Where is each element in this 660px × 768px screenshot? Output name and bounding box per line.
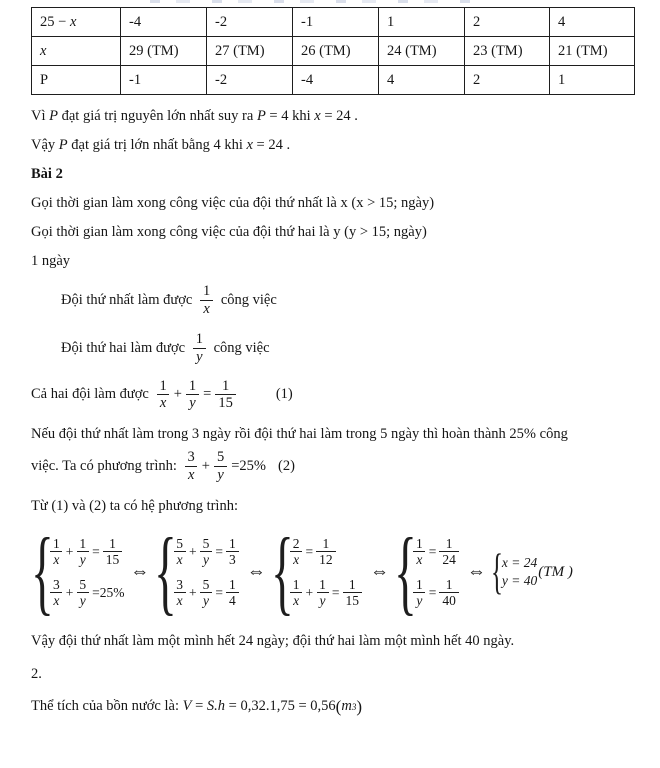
numerator: 1 bbox=[445, 535, 453, 551]
assumption-y-line: Gọi thời gian làm xong công việc của đội thứ hai là y (y > 15; ngày) bbox=[31, 224, 427, 240]
fraction bbox=[226, 577, 239, 609]
denominator: x bbox=[50, 551, 62, 568]
equals-sign: = bbox=[331, 584, 340, 600]
denominator: x bbox=[185, 466, 197, 484]
iff-arrow-icon: ⇔ bbox=[130, 561, 150, 583]
table-cell: 1 bbox=[379, 8, 465, 37]
fraction-5-over-y bbox=[214, 449, 227, 483]
plus-operator: + bbox=[65, 543, 74, 559]
numerator: 1 bbox=[319, 576, 326, 592]
fraction-1-over-y bbox=[186, 378, 199, 412]
system-2-row-2 bbox=[170, 577, 242, 609]
fraction bbox=[343, 577, 363, 609]
table-cell: 2 bbox=[465, 8, 550, 37]
denominator: y bbox=[77, 592, 89, 609]
row-label-var: x bbox=[40, 42, 47, 59]
item-2-label: 2. bbox=[31, 665, 42, 682]
table-cell: 29 (TM) bbox=[121, 37, 207, 66]
fraction-3-over-x bbox=[185, 449, 198, 483]
table-cell: 27 (TM) bbox=[207, 37, 293, 66]
system-2 bbox=[154, 518, 242, 625]
denominator: 40 bbox=[439, 592, 459, 609]
numerator: 3 bbox=[187, 449, 195, 466]
volume-line: Thể tích của bồn nước là: V = S.h = 0,32.1,75 = 0,56 ( m 3 ) bbox=[31, 696, 362, 716]
denominator: 3 bbox=[226, 551, 239, 568]
team1-rate-line bbox=[61, 283, 634, 317]
plus-operator: + bbox=[189, 543, 197, 559]
scenario-equation-line bbox=[31, 449, 634, 483]
table-header-cell bbox=[32, 66, 121, 95]
system-2-row-1 bbox=[170, 536, 242, 568]
var-x: x bbox=[246, 137, 253, 153]
numerator: 5 bbox=[176, 535, 183, 551]
denominator: y bbox=[214, 466, 226, 484]
conclusion-max-line bbox=[31, 106, 634, 126]
text: đạt giá trị lớn nhất bằng 4 khi bbox=[67, 137, 247, 153]
numerator: 1 bbox=[348, 576, 356, 592]
fraction bbox=[316, 536, 336, 568]
text: đạt giá trị nguyên lớn nhất suy ra bbox=[57, 108, 257, 124]
text: công việc bbox=[217, 291, 277, 308]
row-label: 25 − bbox=[40, 13, 70, 30]
equals-sign: = bbox=[92, 584, 100, 600]
plus-operator: + bbox=[201, 457, 210, 474]
system-4 bbox=[394, 518, 462, 625]
numerator: 2 bbox=[292, 535, 300, 551]
clipped-previous-line-artifact bbox=[150, 0, 480, 3]
numerator: 1 bbox=[202, 283, 211, 299]
text: Vậy bbox=[31, 137, 59, 153]
equals-sign: = bbox=[203, 386, 212, 403]
table-cell: 21 (TM) bbox=[550, 37, 635, 66]
table-header-cell bbox=[32, 37, 121, 66]
system-1 bbox=[31, 518, 125, 625]
one-day-label: 1 ngày bbox=[31, 253, 71, 269]
fraction-1-over-y bbox=[193, 331, 206, 365]
fraction bbox=[226, 536, 239, 568]
left-brace: { bbox=[31, 518, 54, 625]
fraction bbox=[76, 577, 89, 609]
table-cell: -1 bbox=[293, 8, 379, 37]
table-cell: 4 bbox=[550, 8, 635, 37]
numerator: 1 bbox=[159, 377, 167, 394]
equals-sign: = bbox=[215, 543, 223, 559]
system-3 bbox=[270, 518, 365, 625]
denominator: x bbox=[157, 394, 169, 412]
table-cell: -2 bbox=[207, 66, 293, 95]
var-v: V bbox=[182, 698, 192, 715]
left-brace: { bbox=[490, 543, 503, 600]
table-cell: 2 bbox=[465, 66, 550, 95]
text: Đội thứ nhất làm được bbox=[61, 291, 196, 308]
text: Vì bbox=[31, 108, 50, 124]
system-3-row-1 bbox=[287, 536, 365, 568]
denominator: 4 bbox=[226, 592, 239, 609]
equation-label-2: (2) bbox=[278, 457, 295, 474]
equals-sign: = bbox=[231, 457, 240, 474]
text: Đội thứ hai làm được bbox=[61, 340, 189, 357]
numerator: 5 bbox=[216, 449, 225, 466]
table-cell: -4 bbox=[121, 8, 207, 37]
table-cell: 26 (TM) bbox=[293, 37, 379, 66]
numerator: 1 bbox=[79, 535, 87, 551]
conclusion-days-line: Vậy đội thứ nhất làm một mình hết 24 ngày; đội thứ hai làm một mình hết 40 ngày. bbox=[31, 632, 515, 649]
equation-system-chain bbox=[31, 518, 634, 625]
fraction-1-over-x bbox=[156, 378, 169, 412]
numerator: 3 bbox=[53, 576, 60, 592]
team2-rate-line bbox=[61, 331, 634, 365]
fraction bbox=[439, 577, 459, 609]
left-brace: { bbox=[394, 518, 417, 625]
denominator: x bbox=[174, 551, 186, 568]
table-row-p bbox=[32, 66, 635, 95]
fraction-1-over-x bbox=[200, 283, 213, 317]
table-cell: 1 bbox=[550, 66, 635, 95]
row-label-var: P bbox=[40, 71, 49, 88]
numerator: 1 bbox=[195, 331, 203, 348]
numerator: 1 bbox=[53, 535, 60, 551]
equals-sign: = bbox=[92, 543, 100, 559]
text: = 4 khi bbox=[265, 108, 315, 124]
section-heading-bai-2: Bài 2 bbox=[31, 166, 63, 182]
combined-rate-equation bbox=[31, 378, 634, 412]
numerator: 1 bbox=[109, 535, 116, 551]
denominator: 15 bbox=[215, 394, 236, 412]
row-label-var: x bbox=[69, 13, 77, 30]
table-cell: -1 bbox=[121, 66, 207, 95]
denominator: y bbox=[200, 592, 212, 609]
solution-x: x = 24 bbox=[501, 555, 538, 571]
text: Cả hai đội làm được bbox=[31, 386, 153, 403]
right-paren: ) bbox=[356, 696, 362, 716]
var-p: P bbox=[49, 108, 58, 124]
table-cell: -2 bbox=[207, 8, 293, 37]
denominator: x bbox=[290, 551, 302, 568]
percent-value: 25% bbox=[99, 584, 125, 600]
fraction bbox=[316, 577, 329, 609]
system-4-row-1 bbox=[410, 536, 462, 568]
left-brace: { bbox=[154, 518, 178, 625]
plus-operator: + bbox=[173, 386, 182, 403]
numerator: 1 bbox=[229, 576, 236, 592]
numerator: 1 bbox=[221, 377, 230, 394]
var-p: P bbox=[256, 108, 266, 124]
equals-sign: = bbox=[215, 584, 223, 600]
text: Thể tích của bồn nước là: bbox=[31, 698, 183, 715]
unit-m: m bbox=[341, 698, 352, 715]
denominator: y bbox=[186, 394, 198, 412]
system-3-row-2 bbox=[287, 577, 365, 609]
var-x: x bbox=[314, 108, 321, 124]
denominator: y bbox=[317, 592, 329, 609]
plus-operator: + bbox=[65, 584, 74, 600]
var-p: P bbox=[58, 137, 68, 153]
iff-arrow-icon: ⇔ bbox=[246, 561, 266, 583]
left-brace: { bbox=[270, 518, 294, 625]
assumption-x-line: Gọi thời gian làm xong công việc của đội thứ nhất là x (x > 15; ngày) bbox=[31, 195, 435, 211]
system-4-row-2 bbox=[410, 577, 462, 609]
denominator: x bbox=[200, 300, 212, 318]
denominator: 15 bbox=[343, 592, 363, 609]
conclusion-value-line bbox=[31, 135, 634, 155]
fraction bbox=[200, 577, 213, 609]
system-1-row-2 bbox=[47, 577, 125, 609]
denominator: 15 bbox=[103, 551, 123, 568]
equals-sign: = bbox=[428, 584, 437, 600]
numerator: 1 bbox=[292, 576, 300, 592]
numerator: 5 bbox=[202, 535, 210, 551]
numerator: 1 bbox=[416, 576, 423, 592]
denominator: y bbox=[193, 348, 205, 366]
table-cell: 4 bbox=[379, 66, 465, 95]
fraction bbox=[103, 536, 123, 568]
value-table bbox=[31, 7, 635, 95]
denominator: y bbox=[77, 551, 89, 568]
denominator: x bbox=[174, 592, 186, 609]
numerator: 5 bbox=[202, 576, 210, 592]
equals-sign: = bbox=[305, 543, 314, 559]
table-row-25-minus-x bbox=[32, 8, 635, 37]
table-row-x bbox=[32, 37, 635, 66]
text: = 24 . bbox=[320, 108, 358, 124]
denominator: x bbox=[413, 551, 425, 568]
fraction bbox=[200, 536, 213, 568]
left-paren: ( bbox=[335, 696, 342, 716]
tm-note: (TM ) bbox=[538, 563, 573, 580]
denominator: y bbox=[413, 592, 425, 609]
iff-arrow-icon: ⇔ bbox=[370, 561, 389, 583]
text: = 24 . bbox=[252, 137, 291, 153]
numerator: 1 bbox=[188, 377, 197, 394]
table-cell: 24 (TM) bbox=[379, 37, 465, 66]
solution-y: y = 40 bbox=[501, 573, 538, 589]
numerator: 3 bbox=[176, 576, 183, 592]
text: công việc bbox=[209, 340, 270, 357]
denominator: 12 bbox=[316, 551, 336, 568]
table-cell: -4 bbox=[293, 66, 379, 95]
numerator: 1 bbox=[445, 576, 453, 592]
numerator: 5 bbox=[79, 576, 87, 592]
scenario-text-line1: Nếu đội thứ nhất làm trong 3 ngày rồi đội thứ hai làm trong 5 ngày thì hoàn thành 25% công bbox=[31, 426, 568, 443]
table-cell: 23 (TM) bbox=[465, 37, 550, 66]
denominator: x bbox=[290, 592, 302, 609]
equals-sign: = bbox=[191, 698, 207, 715]
denominator: x bbox=[50, 592, 62, 609]
denominator: 24 bbox=[439, 551, 459, 568]
equation-label-1: (1) bbox=[275, 386, 293, 403]
fraction-1-over-15 bbox=[215, 378, 236, 412]
equals-sign: = bbox=[428, 543, 437, 559]
numerator: 1 bbox=[416, 535, 423, 551]
fraction bbox=[76, 536, 89, 568]
fraction bbox=[439, 536, 459, 568]
plus-operator: + bbox=[305, 584, 314, 600]
from-1-2-line: Từ (1) và (2) ta có hệ phương trình: bbox=[31, 498, 238, 515]
iff-arrow-icon: ⇔ bbox=[466, 561, 486, 583]
numerator: 1 bbox=[229, 535, 236, 551]
system-1-row-1 bbox=[47, 536, 125, 568]
percent-value: 25% bbox=[239, 457, 267, 474]
text: việc. Ta có phương trình: bbox=[31, 457, 181, 474]
value-text: = 0,32.1,75 = 0,56 bbox=[225, 698, 336, 715]
table-header-cell bbox=[32, 8, 121, 37]
numerator: 1 bbox=[322, 535, 330, 551]
var-sh: S.h bbox=[206, 698, 226, 715]
plus-operator: + bbox=[189, 584, 197, 600]
solution-system bbox=[490, 543, 573, 600]
denominator: y bbox=[200, 551, 212, 568]
